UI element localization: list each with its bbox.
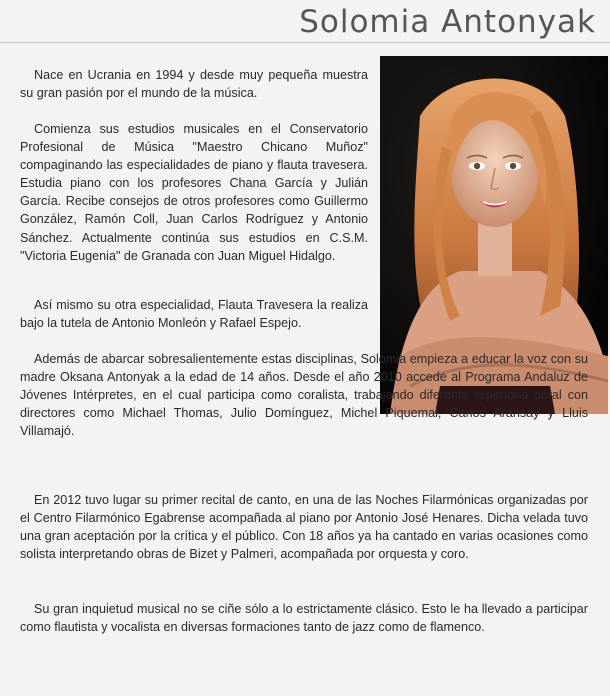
bio-paragraph-5: En 2012 tuvo lugar su primer recital de canto, en una de las Noches Filarmónicas organizadas por el Centro Filarmónico Egabrense acompañada al piano por Antonio José Henares. Dicha velada tuvo una gran aceptación por la crítica y el público. Con 18 años ya ha cantado en varias ocasiones como solista interpretando obras de Bizet y Palmeri, acompañada por orquesta y coro. <box>20 493 588 562</box>
bio-paragraph-1: Nace en Ucrania en 1994 y desde muy pequeña muestra su gran pasión por el mundo de la música. <box>20 68 368 101</box>
bio-paragraph-4: Además de abarcar sobresalientemente estas disciplinas, Solomia empieza a educar la voz con su madre Oksana Antonyak a la edad de 14 años. Desde el año 2010 accede al Programa Andaluz de Jóvenes Intérpretes, en el cual participa como coralista, trabajando diferente repertorio coral con directores como Michael Thomas, Julio Domínguez, Michel Piquemal, Carlos Aransay y Lluis Villamajó. <box>20 352 588 439</box>
bio-paragraph-6: Su gran inquietud musical no se ciñe sólo a lo estrictamente clásico. Esto le ha llevado a participar como flautista y vocalista en diversas formaciones tanto de jazz como de flamenco. <box>20 602 588 635</box>
page-title: Solomia Antonyak <box>299 4 596 40</box>
title-divider <box>0 42 610 43</box>
bio-paragraph-3: Así mismo su otra especialidad, Flauta Travesera la realiza bajo la tutela de Antonio Monleón y Rafael Espejo. <box>20 298 368 331</box>
bio-paragraph-2: Comienza sus estudios musicales en el Conservatorio Profesional de Música "Maestro Chicano Muñoz" compaginando las especialidades de piano y flauta travesera. Estudia piano con los profesores Chana García y Julián García. Recibe consejos de otros profesores como Guillermo González, Ramón Coll, Juan Carlos Rodríguez y Antonio Sánchez. Actualmente continúa sus estudios en C.S.M. "Victoria Eugenia" de Granada con Juan Miguel Hidalgo. <box>20 122 368 263</box>
